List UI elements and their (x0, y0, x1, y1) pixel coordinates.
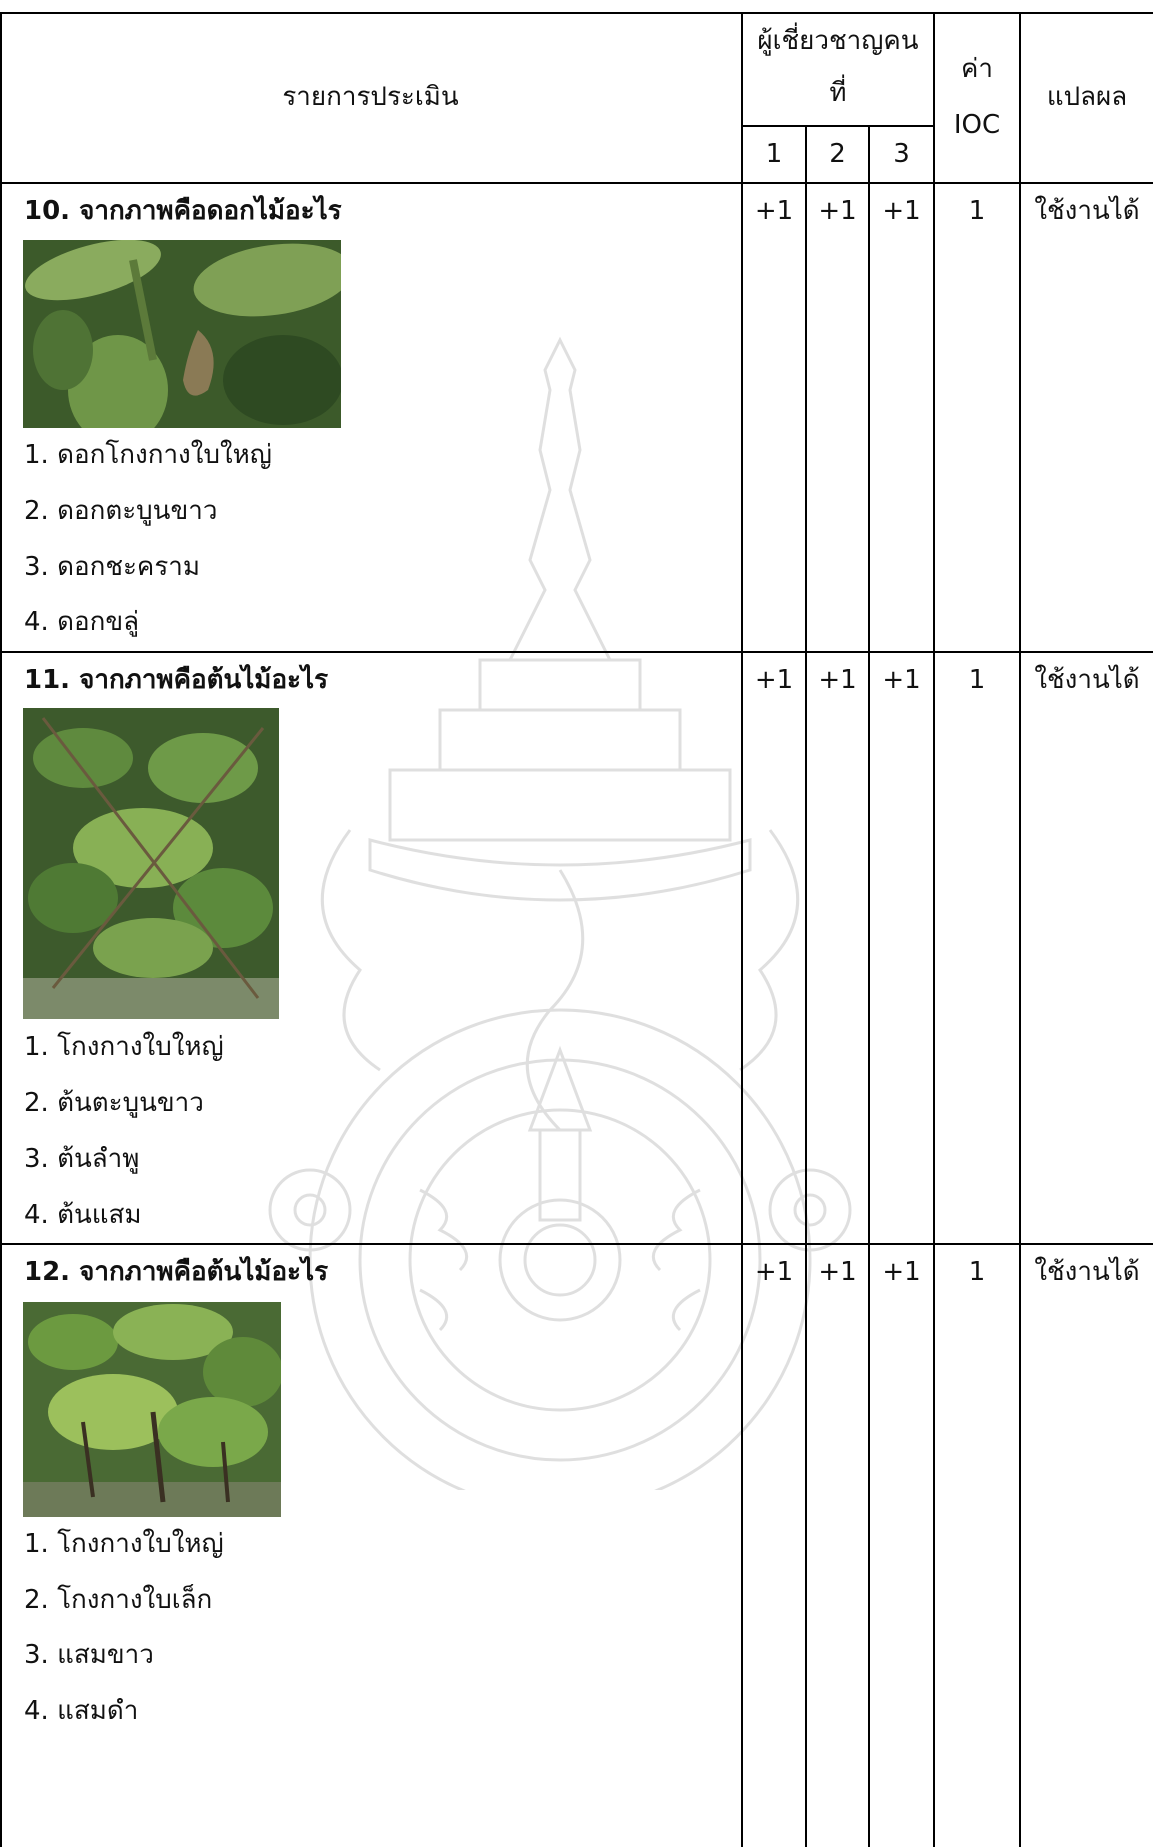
table-border-left (0, 12, 2, 1847)
ioc-value: 1 (968, 665, 986, 695)
expert-3-score: +1 (882, 1257, 921, 1287)
question-title: 11. จากภาพคือต้นไม้อะไร (24, 665, 329, 695)
option-3: 3. ดอกชะคราม (24, 552, 201, 582)
expert-1-score: +1 (754, 1257, 794, 1287)
col-divider-expert-2 (868, 125, 870, 1847)
option-4: 4. แสมดำ (24, 1696, 139, 1726)
option-2: 2. ต้นตะบูนขาว (24, 1088, 204, 1118)
expert-2-score: +1 (818, 196, 857, 226)
flower-photo (23, 240, 341, 428)
col-divider-result (1019, 12, 1021, 1847)
option-3: 3. แสมขาว (24, 1640, 154, 1670)
expert-1-score: +1 (754, 196, 794, 226)
option-2: 2. โกงกางใบเล็ก (24, 1585, 213, 1615)
header-ioc-line2: IOC (953, 110, 1001, 140)
table-border-top (0, 12, 1153, 14)
expert-2-score: +1 (818, 665, 857, 695)
tree-photo (23, 708, 279, 1019)
header-experts-line1: ผู้เชี่ยวชาญคน (757, 26, 919, 56)
header-expert-2: 2 (829, 139, 846, 169)
option-4: 4. ต้นแสม (24, 1200, 142, 1230)
header-expert-3: 3 (893, 139, 910, 169)
header-ioc-line1: ค่า (961, 54, 993, 84)
ioc-value: 1 (968, 196, 986, 226)
col-divider-ioc (933, 12, 935, 1847)
ioc-value: 1 (968, 1257, 986, 1287)
option-1: 1. โกงกางใบใหญ่ (24, 1529, 224, 1559)
question-title: 10. จากภาพคือดอกไม้อะไร (24, 196, 342, 226)
option-3: 3. ต้นลำพู (24, 1144, 140, 1174)
header-experts-line2: ที่ (829, 78, 847, 108)
question-title: 12. จากภาพคือต้นไม้อะไร (24, 1257, 329, 1287)
row-divider-1 (0, 651, 1153, 653)
header-item: รายการประเมิน (282, 82, 459, 112)
expert-3-score: +1 (882, 196, 921, 226)
header-result: แปลผล (1046, 82, 1128, 112)
expert-1-score: +1 (754, 665, 794, 695)
option-4: 4. ดอกขลู่ (24, 607, 140, 637)
header-expert-1: 1 (765, 139, 783, 169)
col-divider-experts (741, 12, 743, 1847)
expert-2-score: +1 (818, 1257, 857, 1287)
option-1: 1. ดอกโกงกางใบใหญ่ (24, 440, 272, 470)
result-value: ใช้งานได้ (1034, 1257, 1140, 1287)
header-bottom-rule (0, 182, 1153, 184)
row-divider-2 (0, 1243, 1153, 1245)
option-1: 1. โกงกางใบใหญ่ (24, 1032, 224, 1062)
expert-3-score: +1 (882, 665, 921, 695)
result-value: ใช้งานได้ (1034, 665, 1140, 695)
col-divider-expert-1 (805, 125, 807, 1847)
tree-photo (23, 1302, 281, 1517)
option-2: 2. ดอกตะบูนขาว (24, 496, 218, 526)
header-subdivider (742, 125, 935, 127)
result-value: ใช้งานได้ (1034, 196, 1140, 226)
